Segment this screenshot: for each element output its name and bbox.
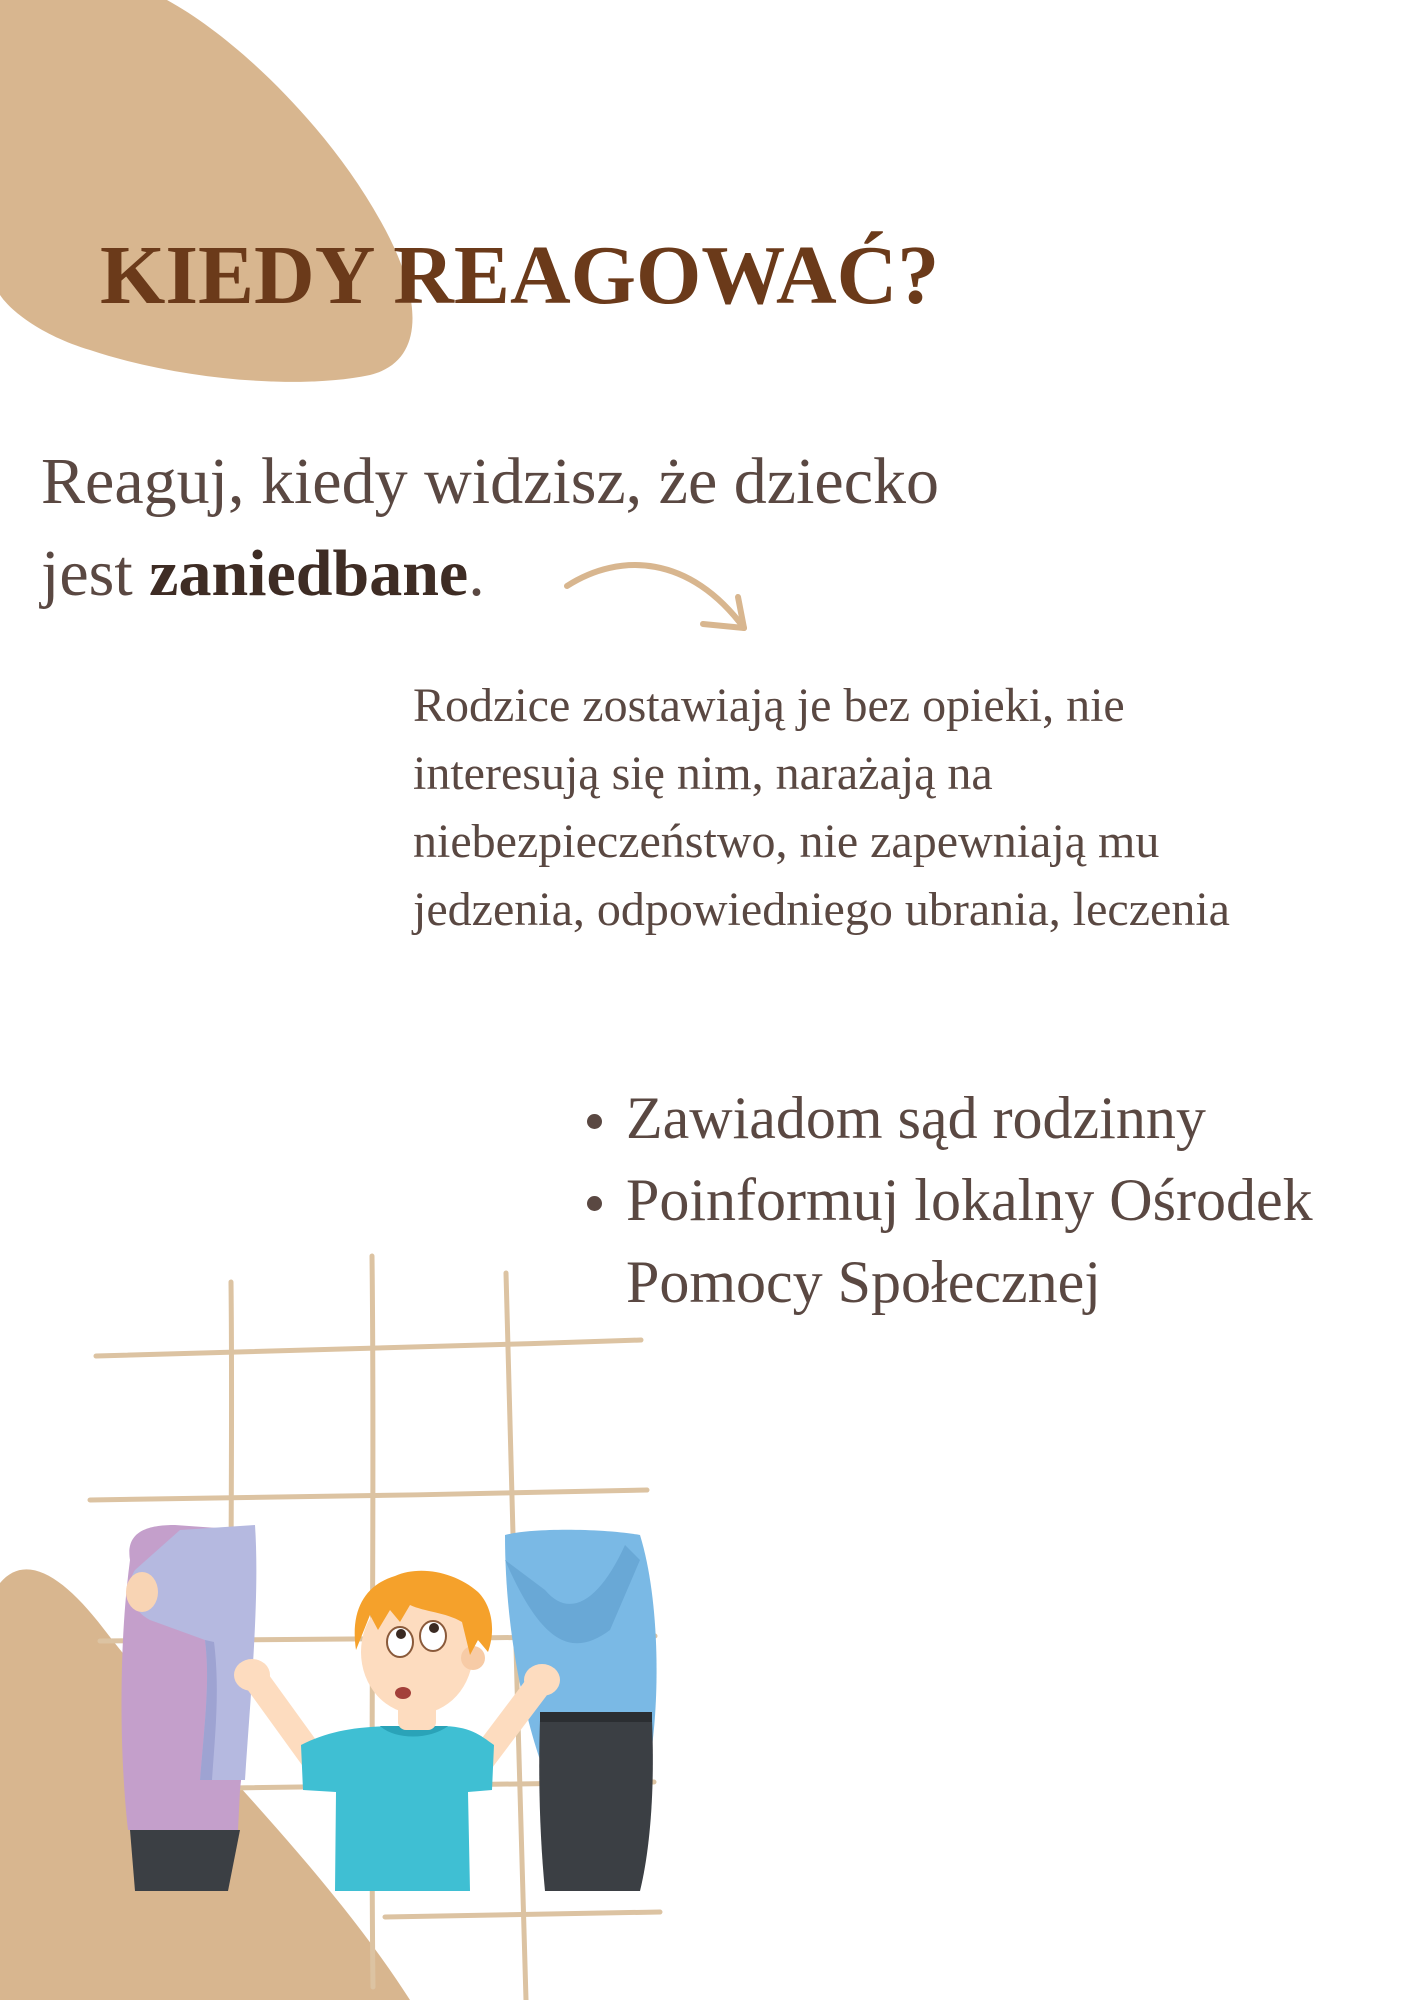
page-title: KIEDY REAGOWAĆ? — [100, 229, 940, 322]
description-line: jedzenia, odpowiedniego ubrania, leczenia — [413, 883, 1230, 936]
description-line: Rodzice zostawiają je bez opieki, nie — [413, 679, 1125, 732]
description-line: niebezpieczeństwo, nie zapewniają mu — [413, 815, 1160, 868]
bullet-dot-icon — [587, 1196, 602, 1211]
top-blob — [0, 0, 413, 382]
woman-figure — [122, 1525, 257, 1891]
lead-line-1: Reaguj, kiedy widzisz, że dziecko — [41, 445, 939, 518]
list-item-text: Zawiadom sąd rodzinny — [626, 1085, 1206, 1151]
description-line: interesują się nim, narażają na — [413, 747, 993, 800]
list-item — [587, 1077, 1386, 1159]
lead-line-2-prefix: jest — [41, 537, 150, 610]
bullet-dot-icon — [587, 1114, 602, 1129]
description-paragraph — [413, 672, 1230, 944]
list-item — [587, 1159, 1386, 1323]
lead-statement — [41, 436, 939, 620]
lead-line-2-suffix: . — [468, 537, 485, 610]
lead-line-2 — [41, 528, 939, 620]
action-list — [587, 1077, 1386, 1323]
lead-emphasis: zaniedbane — [149, 537, 469, 610]
list-item-text: Poinformuj lokalny Ośrodek Pomocy Społecznej — [626, 1167, 1313, 1315]
